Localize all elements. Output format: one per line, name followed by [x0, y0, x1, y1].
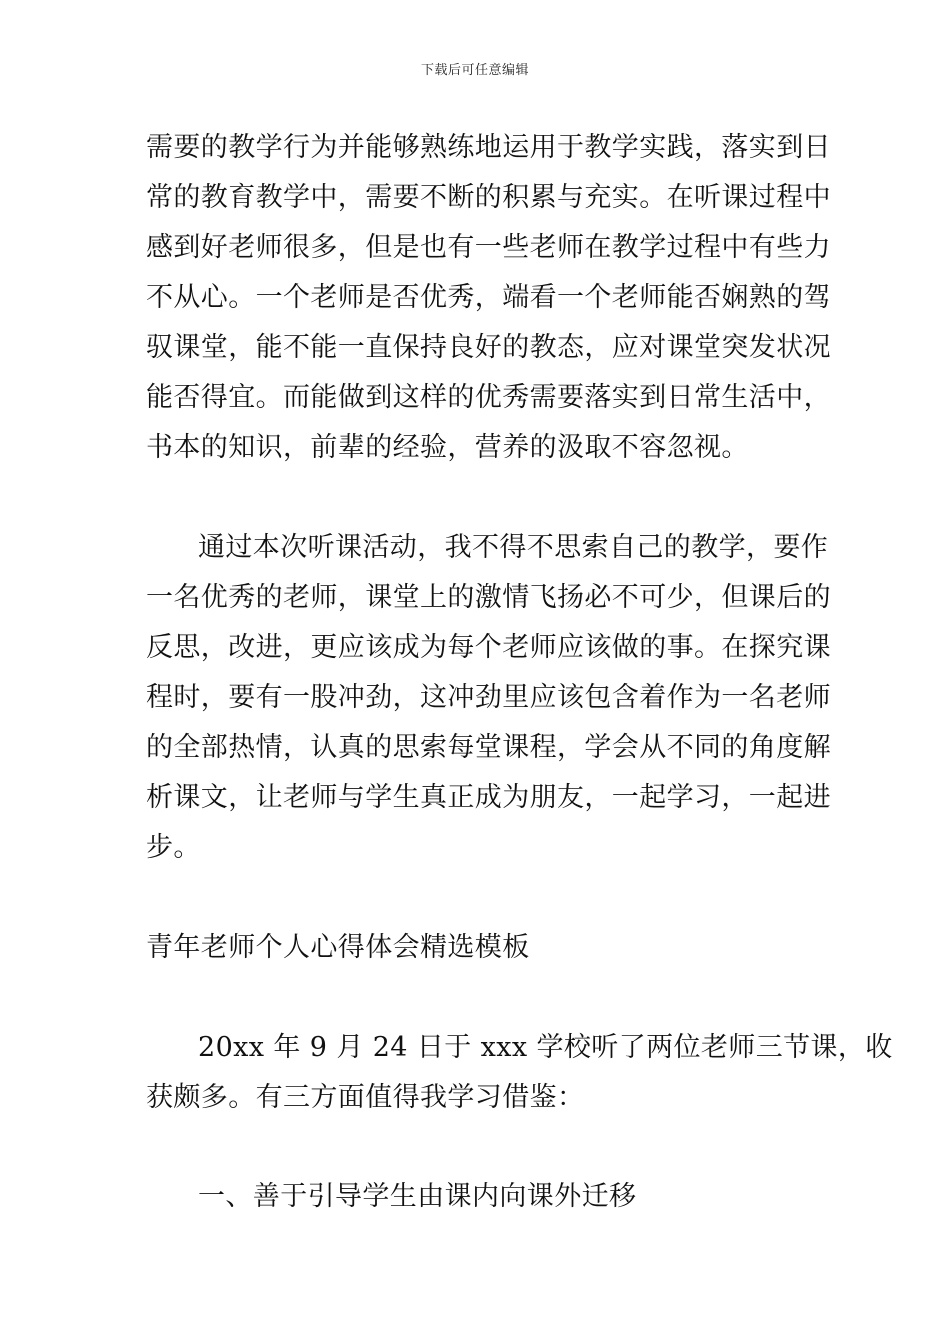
text-line: 需要的教学行为并能够熟练地运用于教学实践，落实到日	[146, 132, 831, 163]
page-header-note: 下载后可任意编辑	[420, 63, 529, 78]
text-line: 能否得宜。而能做到这样的优秀需要落实到日常生活中，	[146, 382, 831, 413]
heading-line: 青年老师个人心得体会精选模板	[146, 932, 530, 963]
text-line: 反思，改进，更应该成为每个老师应该做的事。在探究课	[146, 632, 831, 663]
text-line: 书本的知识，前辈的经验，营养的汲取不容忽视。	[146, 432, 749, 463]
text-line: 步。	[146, 832, 201, 863]
text-line: 获颇多。有三方面值得我学习借鉴：	[146, 1082, 585, 1113]
text-line: 驭课堂，能不能一直保持良好的教态，应对课堂突发状况	[146, 332, 831, 363]
text-line: 的全部热情，认真的思索每堂课程，学会从不同的角度解	[146, 732, 831, 763]
text-line: 通过本次听课活动，我不得不思索自己的教学，要作	[198, 532, 829, 563]
text-line: 程时，要有一股冲劲，这冲劲里应该包含着作为一名老师	[146, 682, 831, 713]
text-line: 析课文，让老师与学生真正成为朋友，一起学习，一起进	[146, 782, 831, 813]
text-line: 感到好老师很多，但是也有一些老师在教学过程中有些力	[146, 232, 831, 263]
text-line: 一、善于引导学生由课内向课外迁移	[198, 1181, 637, 1212]
text-line: 20xx 年 9 月 24 日于 xxx 学校听了两位老师三节课，收	[198, 1032, 893, 1063]
text-line: 不从心。一个老师是否优秀，端看一个老师能否娴熟的驾	[146, 282, 831, 313]
text-line: 一名优秀的老师，课堂上的激情飞扬必不可少，但课后的	[146, 582, 831, 613]
text-line: 常的教育教学中，需要不断的积累与充实。在听课过程中	[146, 182, 831, 213]
